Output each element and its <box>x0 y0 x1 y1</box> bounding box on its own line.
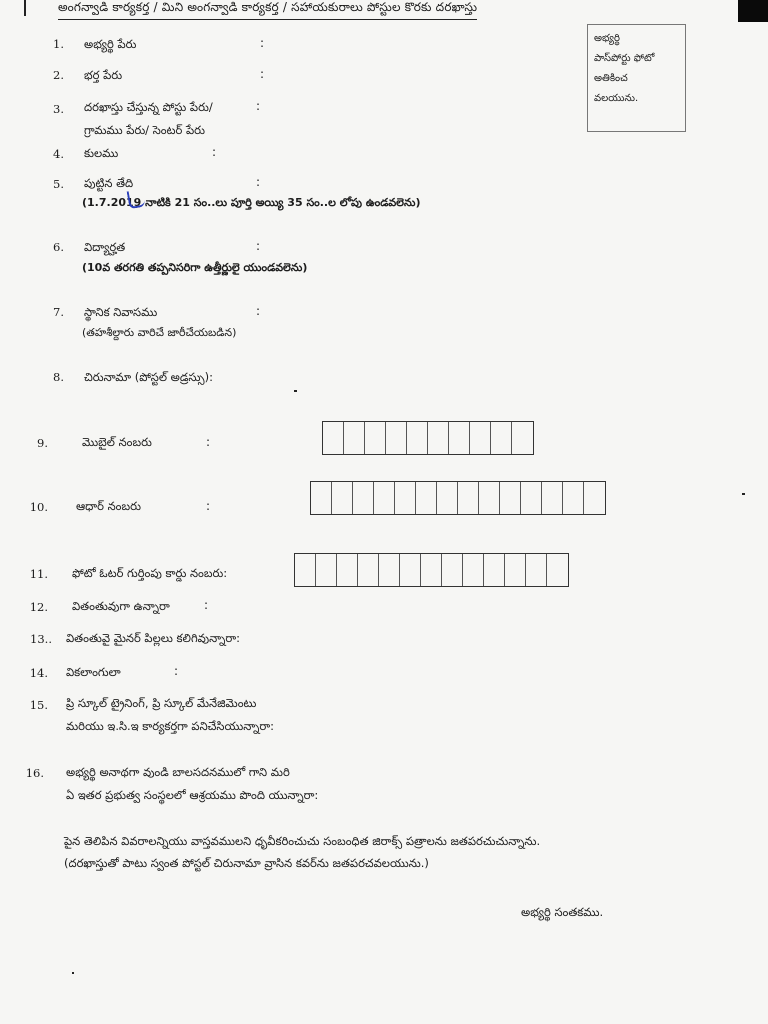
digit-box[interactable] <box>505 554 526 586</box>
declaration-line-1: పైన తెలిపిన వివరాలన్నియు వాస్తవములని ధృవీకరించుచు సంబంధిత జిరాక్స్ పత్రాలను జతపరచుచున్నాను. <box>64 834 541 848</box>
digit-box[interactable] <box>463 554 484 586</box>
scan-speck <box>742 493 745 495</box>
mobile-number-boxes[interactable] <box>322 421 534 455</box>
dob-label: పుట్టిన తేది <box>84 176 134 190</box>
husband-name-field[interactable]: : <box>260 67 265 81</box>
digit-box[interactable] <box>479 482 500 514</box>
digit-box[interactable] <box>542 482 563 514</box>
education-field[interactable]: : <box>256 239 261 253</box>
digit-box[interactable] <box>491 422 512 454</box>
mobile-label: మొబైల్ నంబరు <box>82 435 152 449</box>
residence-label: స్థానిక నివాసము <box>84 305 158 319</box>
digit-box[interactable] <box>316 554 337 586</box>
field-number: 6. <box>53 240 64 254</box>
scan-edge-mark <box>738 0 768 22</box>
passport-photo-box[interactable] <box>587 24 686 132</box>
scan-speck <box>72 972 74 974</box>
field-number: 10. <box>29 500 48 514</box>
field-number: 8. <box>53 370 64 384</box>
digit-box[interactable] <box>563 482 584 514</box>
residence-field[interactable]: : <box>256 304 261 318</box>
digit-box[interactable] <box>332 482 353 514</box>
digit-box[interactable] <box>407 422 428 454</box>
digit-box[interactable] <box>400 554 421 586</box>
digit-box[interactable] <box>526 554 547 586</box>
education-note: (10వ తరగతి తప్పనిసరిగా ఉత్తీర్ణులై యుండవలెను) <box>82 261 308 274</box>
voter-id-label: ఫోటో ఓటర్ గుర్తింపు కార్డు నంబరు: <box>72 566 228 580</box>
digit-box[interactable] <box>353 482 374 514</box>
field-number: 16. <box>25 766 44 780</box>
digit-box[interactable] <box>470 422 491 454</box>
applicant-name-field[interactable]: : <box>260 36 265 50</box>
header-left-rule <box>24 0 26 16</box>
field-number: 3. <box>53 102 64 116</box>
widow-field[interactable]: : <box>204 598 209 612</box>
postal-address-label: చిరునామా (పోస్టల్ అడ్రస్సు): <box>84 370 213 384</box>
ece-worker-label: మరియు ఇ.సి.ఇ కార్యకర్తగా పనిచేసియున్నారా: <box>66 719 275 733</box>
disabled-field[interactable]: : <box>174 664 179 678</box>
digit-box[interactable] <box>500 482 521 514</box>
orphan-label: అభ్యర్థి అనాథగా వుండి బాలసదనములో గాని మరి <box>66 765 290 779</box>
digit-box[interactable] <box>337 554 358 586</box>
digit-box[interactable] <box>295 554 316 586</box>
digit-box[interactable] <box>521 482 542 514</box>
field-number: 12. <box>29 600 48 614</box>
declaration-line-2: (దరఖాస్తుతో పాటు స్వంత పోస్టల్ చిరునామా వ్రాసిన కవర్‌ను జతపరచవలయును.) <box>64 856 429 870</box>
applicant-signature-label[interactable]: అభ్యర్థి సంతకము. <box>521 905 604 919</box>
caste-field[interactable]: : <box>212 145 217 159</box>
digit-box[interactable] <box>311 482 332 514</box>
digit-box[interactable] <box>458 482 479 514</box>
caste-label: కులము <box>84 146 119 160</box>
field-number: 4. <box>53 147 64 161</box>
digit-box[interactable] <box>584 482 605 514</box>
dob-note: (1.7.2019 నాటికి 21 సం..లు పూర్తి అయ్యి 35 సం..ల లోపు ఉండవలెను) <box>82 196 421 209</box>
preschool-training-label: ప్రి స్కూల్ ట్రైనింగ్, ప్రి స్కూల్ మేనేజిమెంటు <box>66 696 257 710</box>
residence-note: (తహశీల్దారు వారిచే జారీచేయబడిన) <box>82 326 237 339</box>
field-number: 14. <box>29 666 48 680</box>
photo-box-line: అతికించ <box>594 73 628 84</box>
digit-box[interactable] <box>421 554 442 586</box>
digit-box[interactable] <box>428 422 449 454</box>
digit-box[interactable] <box>416 482 437 514</box>
digit-box[interactable] <box>449 422 470 454</box>
field-number: 1. <box>53 37 64 51</box>
digit-box[interactable] <box>547 554 568 586</box>
digit-box[interactable] <box>512 422 533 454</box>
widow-label: వితంతువుగా ఉన్నారా <box>72 599 170 613</box>
digit-box[interactable] <box>386 422 407 454</box>
digit-box[interactable] <box>395 482 416 514</box>
scan-speck <box>294 390 297 392</box>
field-number: 5. <box>53 177 64 191</box>
digit-box[interactable] <box>323 422 344 454</box>
applicant-name-label: అభ్యర్థి పేరు <box>84 37 137 51</box>
digit-box[interactable] <box>365 422 386 454</box>
mobile-colon: : <box>206 435 211 449</box>
voter-id-boxes[interactable] <box>294 553 569 587</box>
aadhaar-number-boxes[interactable] <box>310 481 606 515</box>
digit-box[interactable] <box>484 554 505 586</box>
photo-box-line: అభ్యర్థి <box>594 33 620 44</box>
disabled-label: వికలాంగులా <box>66 665 121 679</box>
digit-box[interactable] <box>358 554 379 586</box>
govt-institution-label: ఏ ఇతర ప్రభుత్వ సంస్థలలో ఆశ్రయము పొంది యున్నారా: <box>66 788 319 802</box>
field-number: 13.. <box>30 632 52 646</box>
dob-field[interactable]: : <box>256 175 261 189</box>
digit-box[interactable] <box>437 482 458 514</box>
digit-box[interactable] <box>374 482 395 514</box>
photo-box-line: పాస్‌పోర్టు ఫోటో <box>594 53 655 64</box>
post-applied-field[interactable]: : <box>256 99 261 113</box>
digit-box[interactable] <box>379 554 400 586</box>
field-number: 11. <box>29 567 48 581</box>
field-number: 7. <box>53 305 64 319</box>
husband-name-label: భర్త పేరు <box>84 68 123 82</box>
field-number: 2. <box>53 68 64 82</box>
post-applied-label: దరఖాస్తు చేస్తున్న పోస్టు పేరు/ <box>84 100 213 114</box>
education-label: విద్యార్హత <box>84 240 126 254</box>
field-number: 15. <box>29 698 48 712</box>
village-center-label: గ్రామము పేరు/ సెంటర్ పేరు <box>84 123 205 137</box>
digit-box[interactable] <box>344 422 365 454</box>
form-title: అంగన్వాడి కార్యకర్త / మిని అంగన్వాడి కార్యకర్త / సహాయకురాలు పోస్టుల కొరకు దరఖాస్తు <box>58 0 477 20</box>
photo-box-line: వలయును. <box>594 93 639 104</box>
field-number: 9. <box>37 436 48 450</box>
widow-minor-children-label: వితంతువై మైనర్ పిల్లలు కలిగివున్నారా: <box>66 631 240 645</box>
aadhaar-colon: : <box>206 499 211 513</box>
digit-box[interactable] <box>442 554 463 586</box>
aadhaar-label: ఆధార్ నంబరు <box>76 499 141 513</box>
